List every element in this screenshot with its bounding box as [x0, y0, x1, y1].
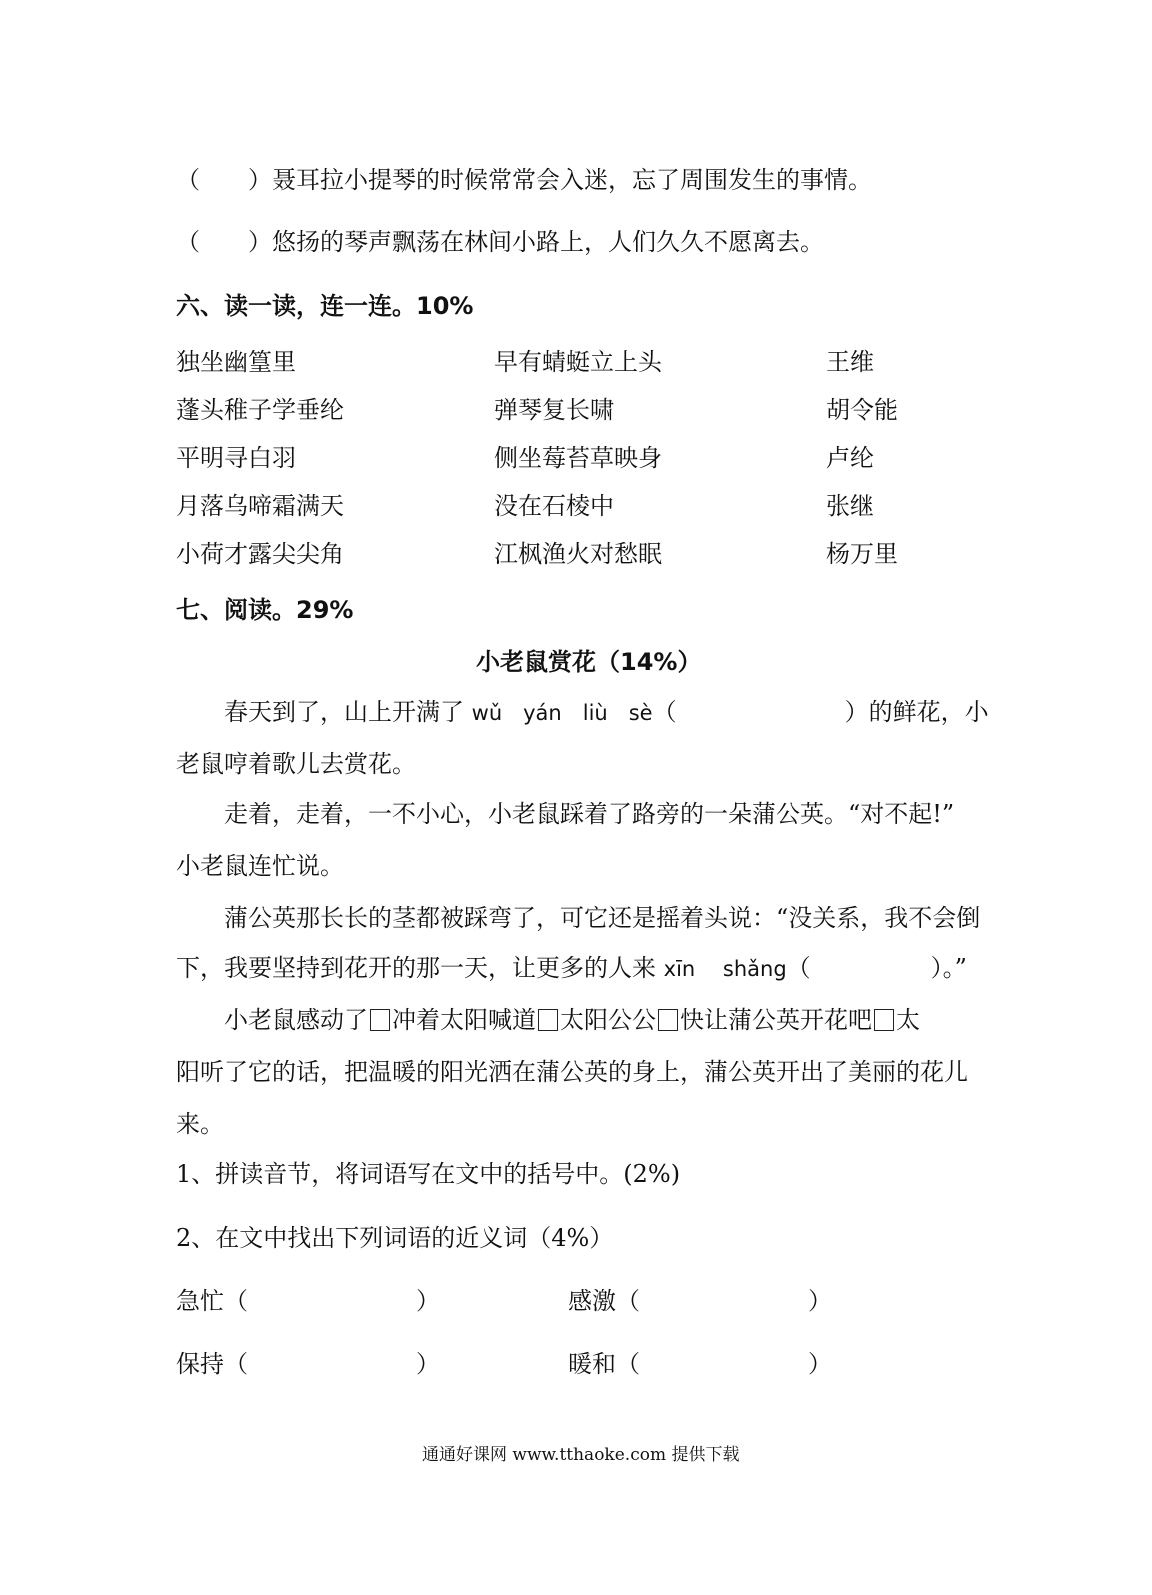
section6-title: 六、读一读，连一连。10% — [176, 292, 474, 320]
punctuation-box[interactable] — [658, 1009, 678, 1031]
punctuation-box[interactable] — [538, 1009, 558, 1031]
answer-blank[interactable]: （ ） — [176, 228, 272, 256]
paragraph-2-line-1: 走着，走着，一不小心，小老鼠踩着了路旁的一朵蒲公英。“对不起!” — [224, 800, 955, 828]
footer-credit: 通通好课网 www.tthaoke.com 提供下载 — [422, 1445, 740, 1465]
judge-item-2 — [176, 226, 824, 258]
answer-bracket[interactable]: （ ） — [224, 1287, 440, 1315]
poet-name: 卢纶 — [826, 444, 874, 472]
pinyin: xīn shǎng — [663, 957, 787, 981]
poem-line: 江枫渔火对愁眠 — [494, 540, 662, 568]
judge-text: 聂耳拉小提琴的时候常常会入迷，忘了周围发生的事情。 — [272, 166, 872, 194]
poem-line: 蓬头稚子学垂纶 — [176, 396, 344, 424]
poem-line: 没在石棱中 — [494, 492, 614, 520]
synonym-item: 急忙（ ） — [176, 1287, 440, 1315]
poet-name: 张继 — [826, 492, 874, 520]
poet-name: 杨万里 — [826, 540, 898, 568]
answer-bracket[interactable]: （ ） — [616, 1287, 832, 1315]
question-1: 1、拼读音节，将词语写在文中的括号中。(2%) — [176, 1160, 681, 1188]
answer-blank[interactable]: （ ） — [176, 166, 272, 194]
paragraph-4-line-2: 阳听了它的话，把温暖的阳光洒在蒲公英的身上，蒲公英开出了美丽的花儿 — [176, 1058, 968, 1086]
poet-name: 胡令能 — [826, 396, 898, 424]
paragraph-2-line-2: 小老鼠连忙说。 — [176, 852, 344, 880]
poem-line: 弹琴复长啸 — [494, 396, 614, 424]
paragraph-4-line-1: 小老鼠感动了 冲着太阳喊道 太阳公公 快让蒲公英开花吧 太 — [224, 1006, 920, 1034]
judge-item-1 — [176, 164, 872, 196]
paragraph-4-line-3: 来。 — [176, 1110, 224, 1138]
synonym-item: 保持（ ） — [176, 1350, 440, 1378]
poem-line: 侧坐莓苔草映身 — [494, 444, 662, 472]
punctuation-box[interactable] — [370, 1009, 390, 1031]
paragraph-1-line-1: 春天到了，山上开满了 wǔ yán liù sè（ ）的鲜花，小 — [224, 698, 989, 726]
poet-name: 王维 — [826, 348, 874, 376]
poem-line: 早有蜻蜓立上头 — [494, 348, 662, 376]
answer-bracket[interactable]: （ ） — [224, 1350, 440, 1378]
synonym-item: 暖和（ ） — [568, 1350, 832, 1378]
paragraph-3-line-1: 蒲公英那长长的茎都被踩弯了，可它还是摇着头说：“没关系，我不会倒 — [224, 904, 981, 932]
poem-line: 独坐幽篁里 — [176, 348, 296, 376]
answer-bracket[interactable]: （ ）。” — [786, 954, 967, 982]
paragraph-1-line-2: 老鼠哼着歌儿去赏花。 — [176, 750, 416, 778]
section7-title: 七、阅读。29% — [176, 596, 354, 624]
story-title: 小老鼠赏花（14%） — [476, 648, 702, 676]
question-2: 2、在文中找出下列词语的近义词（4%） — [176, 1224, 614, 1252]
punctuation-box[interactable] — [874, 1009, 894, 1031]
answer-bracket[interactable]: （ ） — [616, 1350, 832, 1378]
judge-text: 悠扬的琴声飘荡在林间小路上，人们久久不愿离去。 — [272, 228, 824, 256]
answer-bracket[interactable]: （ ） — [652, 698, 869, 726]
synonym-item: 感激（ ） — [568, 1287, 832, 1315]
poem-line: 小荷才露尖尖角 — [176, 540, 344, 568]
paragraph-3-line-2: 下，我要坚持到花开的那一天，让更多的人来 xīn shǎng（ ）。” — [176, 954, 967, 982]
poem-line: 月落乌啼霜满天 — [176, 492, 344, 520]
poem-line: 平明寻白羽 — [176, 444, 296, 472]
pinyin: wǔ yán liù sè — [471, 701, 653, 725]
